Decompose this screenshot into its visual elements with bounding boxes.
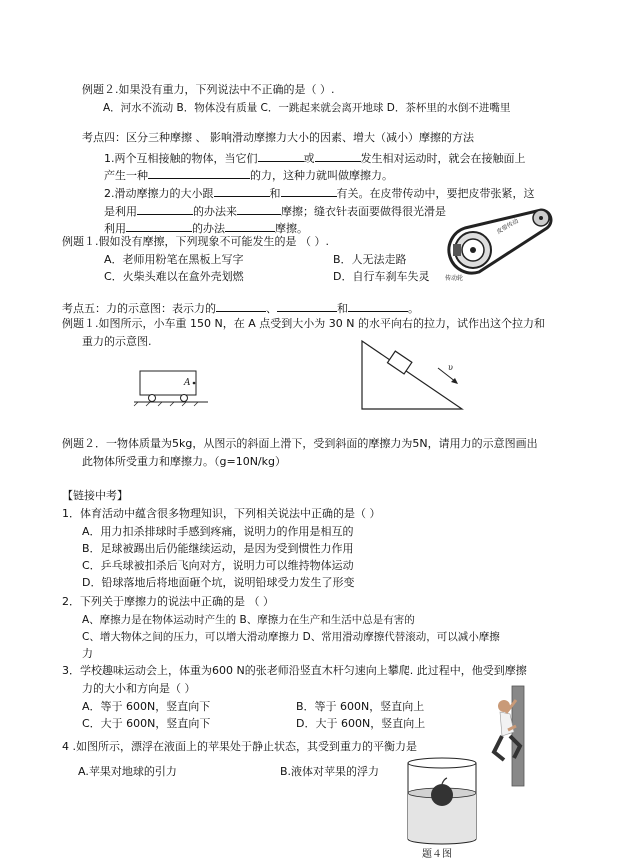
q1-option-d: D．铅球落地后将地面砸个坑，说明铅球受力发生了形变 [82, 576, 355, 589]
blank [277, 300, 337, 312]
blank [216, 300, 266, 312]
cart-figure [134, 365, 214, 405]
section4-line3: 2.滑动摩擦力的大小跟 和 有关。在皮带传动中，要把皮带张紧，这 [104, 187, 535, 200]
q3-option-b: B．等于 600N，竖直向上 [296, 700, 425, 713]
point-a-label: A [184, 378, 191, 388]
blank [348, 300, 408, 312]
blank [137, 203, 193, 215]
q1-question: 1．体育活动中蕴含很多物理知识，下列相关说法中正确的是（ ） [62, 507, 381, 520]
section5-example1-line2: 重力的示意图. [82, 335, 152, 348]
section4-line2: 产生一种 的力，这种力就叫做摩擦力。 [104, 169, 393, 182]
example2-question: 例题２.如果没有重力，下列说法中不正确的是（ ）. [82, 83, 335, 96]
example1-option-d: D．自行车刹车失灵 [333, 270, 430, 283]
section5-example2-line1: 例题２．一物体质量为5kg，从图示的斜面上滑下，受到斜面的摩擦力为5N，请用力的示意图画出 [62, 437, 538, 450]
section5-example1-line1: 例题１.如图所示，小车重 150 N，在 A 点受到大小为 30 N 的水平向右的拉力，试作出这个拉力和 [62, 317, 545, 330]
blank [315, 150, 361, 162]
belt-drive-figure [443, 200, 563, 282]
q3-option-c: C．大于 600N，竖直向下 [82, 717, 211, 730]
section4-line5: 利用 的办法 摩擦。 [104, 222, 308, 235]
q3-question-line2: 力的大小和方向是（ ） [82, 682, 196, 695]
blank [126, 220, 192, 232]
q4-option-a: A.苹果对地球的引力 [78, 765, 177, 778]
wheel-label: 传动轮 [445, 275, 464, 282]
example1-question: 例题１.假如没有摩擦，下列现象不可能发生的是 （ ）. [62, 235, 329, 248]
q3-option-a: A．等于 600N，竖直向下 [82, 700, 211, 713]
q1-option-a: A．用力扣杀排球时手感到疼痛，说明力的作用是相互的 [82, 525, 354, 538]
blank [214, 185, 270, 197]
pole-climber-figure [490, 686, 550, 786]
example1-option-a: A．老师用粉笔在黑板上写字 [104, 253, 244, 266]
q1-option-c: C．乒乓球被扣杀后飞向对方，说明力可以维持物体运动 [82, 559, 354, 572]
q1-option-b: B．足球被踢出后仍能继续运动，是因为受到惯性力作用 [82, 542, 354, 555]
blank [281, 185, 337, 197]
q4-question: 4 .如图所示，漂浮在液面上的苹果处于静止状态，其受到重力的平衡力是 [62, 740, 417, 753]
figure4-caption: 题４图 [422, 849, 452, 860]
section4-title: 考点四：区分三种摩擦 、 影响滑动摩擦力大小的因素、增大（减小）摩擦的方法 [82, 131, 474, 144]
section5-example2-line2: 此物体所受重力和摩擦力。（g=10N/kg） [82, 455, 286, 468]
q2-options-cd-wrap: 力 [82, 647, 93, 660]
blank [148, 167, 250, 179]
velocity-label: υ [448, 363, 453, 372]
exam-link-heading: 【链接中考】 [62, 489, 128, 502]
example1-option-b: B．人无法走路 [333, 253, 407, 266]
section4-line4: 是利用 的办法来 摩擦；缝衣针表面要做得很光滑是 [104, 205, 446, 218]
example1-option-c: C．火柴头难以在盒外壳划燃 [104, 270, 244, 283]
q2-options-cd: C、增大物体之间的压力，可以增大滑动摩擦力 D、常用滑动摩擦代替滚动，可以减小摩擦 [82, 631, 500, 643]
section4-line1: 1.两个互相接触的物体，当它们 或 发生相对运动时，就会在接触面上 [104, 152, 526, 165]
beaker-apple-figure [402, 757, 482, 847]
blank [225, 220, 275, 232]
blank [258, 150, 304, 162]
q3-question: 3．学校趣味运动会上，体重为600 N的张老师沿竖直木杆匀速向上攀爬. 此过程中，他受到摩擦 [62, 664, 527, 677]
q2-question: 2．下列关于摩擦力的说法中正确的是 （ ） [62, 595, 274, 608]
example2-options: A．河水不流动 B．物体没有质量 C．一跳起来就会离开地球 D．茶杯里的水倒不进嘴里 [103, 102, 511, 114]
blank [237, 203, 281, 215]
velocity-arrow [436, 362, 466, 390]
belt-label: 皮带传动 [495, 217, 520, 236]
q2-options-ab: A、摩擦力是在物体运动时产生的 B、摩擦力在生产和生活中总是有害的 [82, 614, 415, 626]
section5-title: 考点五：力的示意图：表示力的 、 和 。 [62, 302, 419, 315]
q4-option-b: B.液体对苹果的浮力 [280, 765, 380, 778]
q3-option-d: D．大于 600N，竖直向上 [296, 717, 426, 730]
